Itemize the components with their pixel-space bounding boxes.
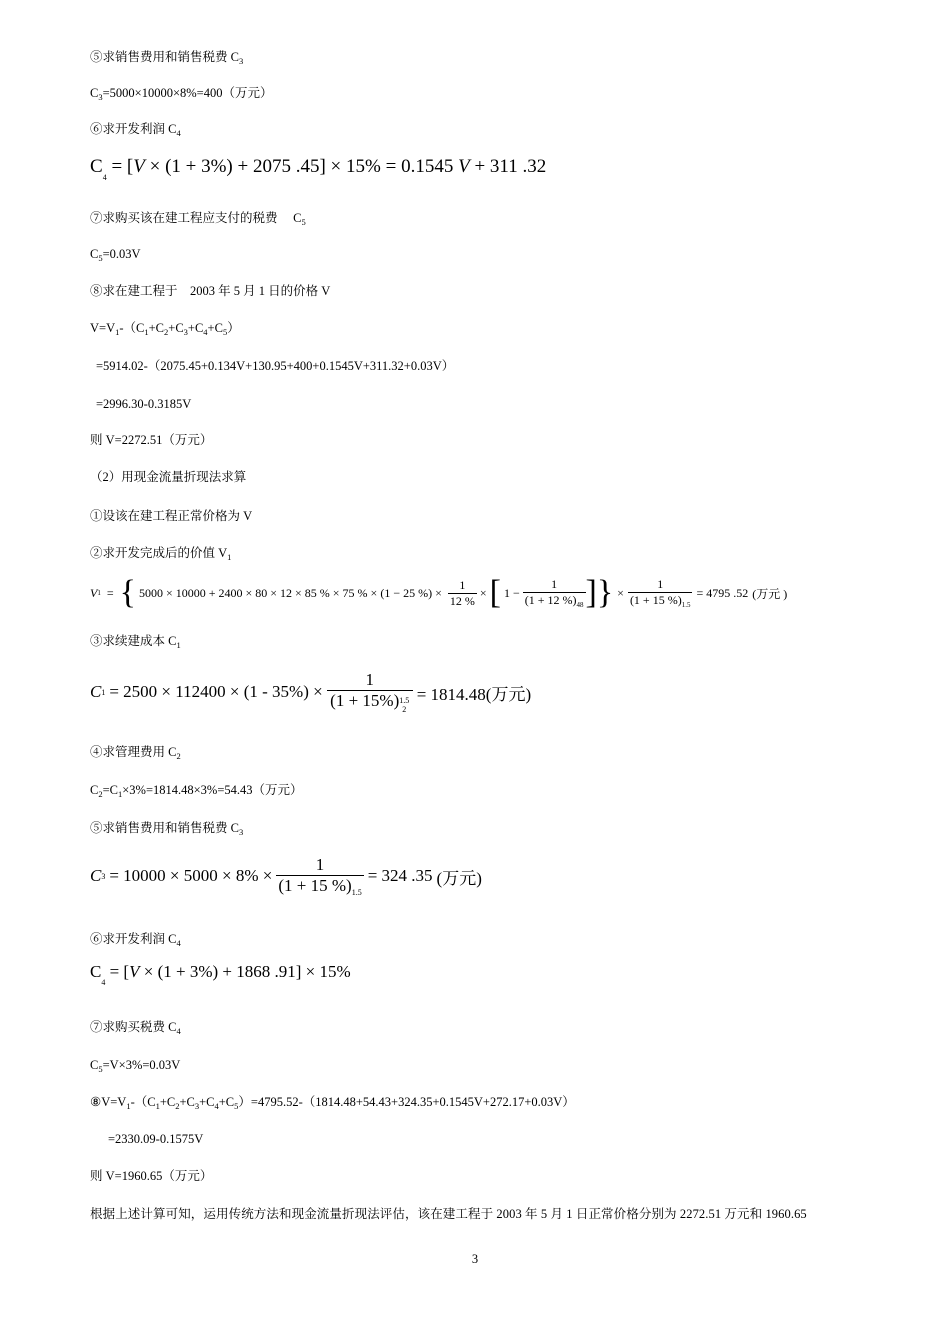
dcf-step4: ④求管理费用 $C_2$ bbox=[90, 745, 181, 761]
v-simplified: =2996.30-0.3185V bbox=[96, 397, 192, 411]
formula-c4-dcf: $C_4 = [V \times (1 + 3\%) + 1868$ .91] × 15% bbox=[90, 962, 351, 987]
c5-value: $C_5=0.03V$ bbox=[90, 247, 141, 263]
conclusion-paragraph: 根据上述计算可知，运用传统方法和现金流量折现法评估，该在建工程于 2003 年 5 月 1 日正常价格分别为 2272.51 万元和 1960.65 bbox=[90, 1207, 807, 1221]
dcf-step7: ⑦求购买税费 $C_4$ bbox=[90, 1020, 181, 1036]
dcf-step2: ②求开发完成后的价值 $V_1$ bbox=[90, 546, 232, 562]
dcf-simplified: =2330.09-0.1575V bbox=[108, 1132, 204, 1146]
dcf-step8: $⑧V=V_1-(C_1+C_2+C_3+C_4+C_5)=4795.52-(1814.48+54.43+324.35+0.1545V+272.17+0.03V)$ bbox=[90, 1095, 575, 1111]
formula-c4-traditional: $C_4 = [V \times (1 + 3\%) + 2075$ .45] × 15% = 0.1545 V + 311 .32 bbox=[90, 156, 547, 182]
v-formula: $V=V_1-(C_1+C_2+C_3+C_4+C_5)$ bbox=[90, 321, 240, 337]
step8-heading: ⑧求在建工程于 2003 年 5 月 1 日的价格 V bbox=[90, 284, 331, 298]
c2-calculation: $C_2=C_1\times 3\%=1814.48\times 3\%=54.43$（万元） bbox=[90, 783, 303, 799]
v-result-traditional: 则 V=2272.51（万元） bbox=[90, 433, 213, 447]
formula-c1: C 1 = 2500 × 112400 × (1 - 35%) × 1 (1 + 15%) 1.5 2 = 1814.48(万元) bbox=[90, 670, 532, 714]
page-number: 3 bbox=[471, 1252, 479, 1266]
dcf-step5: ⑤求销售费用和销售税费 $C_3$ bbox=[90, 821, 244, 837]
dcf-step1: ①设该在建工程正常价格为 V bbox=[90, 509, 253, 523]
step5-heading: ⑤求销售费用和销售税费 $C_3$ bbox=[90, 50, 244, 66]
v-substitution: =5914.02-（2075.45+0.134V+130.95+400+0.1545V+311.32+0.03V） bbox=[96, 359, 455, 373]
c5-dcf: $C_5=V\times 3\%=0.03V$ bbox=[90, 1058, 181, 1074]
c3-calculation: $C_3=5000\times 10000\times 8\%=400$（万元） bbox=[90, 86, 273, 102]
dcf-step6: ⑥求开发利润 $C_4$ bbox=[90, 932, 181, 948]
section-dcf-heading: （2）用现金流量折现法求算 bbox=[90, 470, 247, 484]
v-result-dcf: 则 V=1960.65（万元） bbox=[90, 1169, 213, 1183]
formula-v1: V 1 = { 5000 × 10000 + 2400 × 80 × 12 × 85 % × 75 % × (1 − 25 %) × $\frac{1}{12 \%}$ × [ 1 − $\frac{1}{(1 + 12 \%)_{48}}$ ] } × $\frac{1}{(1 + 15 \%)_{1.5}}$ = 4795 .52 (万元 ) bbox=[90, 574, 788, 611]
step7-heading: ⑦求购买该在建工程应支付的税费 $C_5$ bbox=[90, 211, 306, 227]
formula-c3-dcf: C 3 = 10000 × 5000 × 8% × $\frac{1}{(1 + 15 \%)_{1.5}}$ = 324 .35 (万元) bbox=[90, 855, 482, 897]
step6-heading: ⑥求开发利润 $C_4$ bbox=[90, 122, 181, 138]
dcf-step3: ③求续建成本 $C_1$ bbox=[90, 634, 181, 650]
